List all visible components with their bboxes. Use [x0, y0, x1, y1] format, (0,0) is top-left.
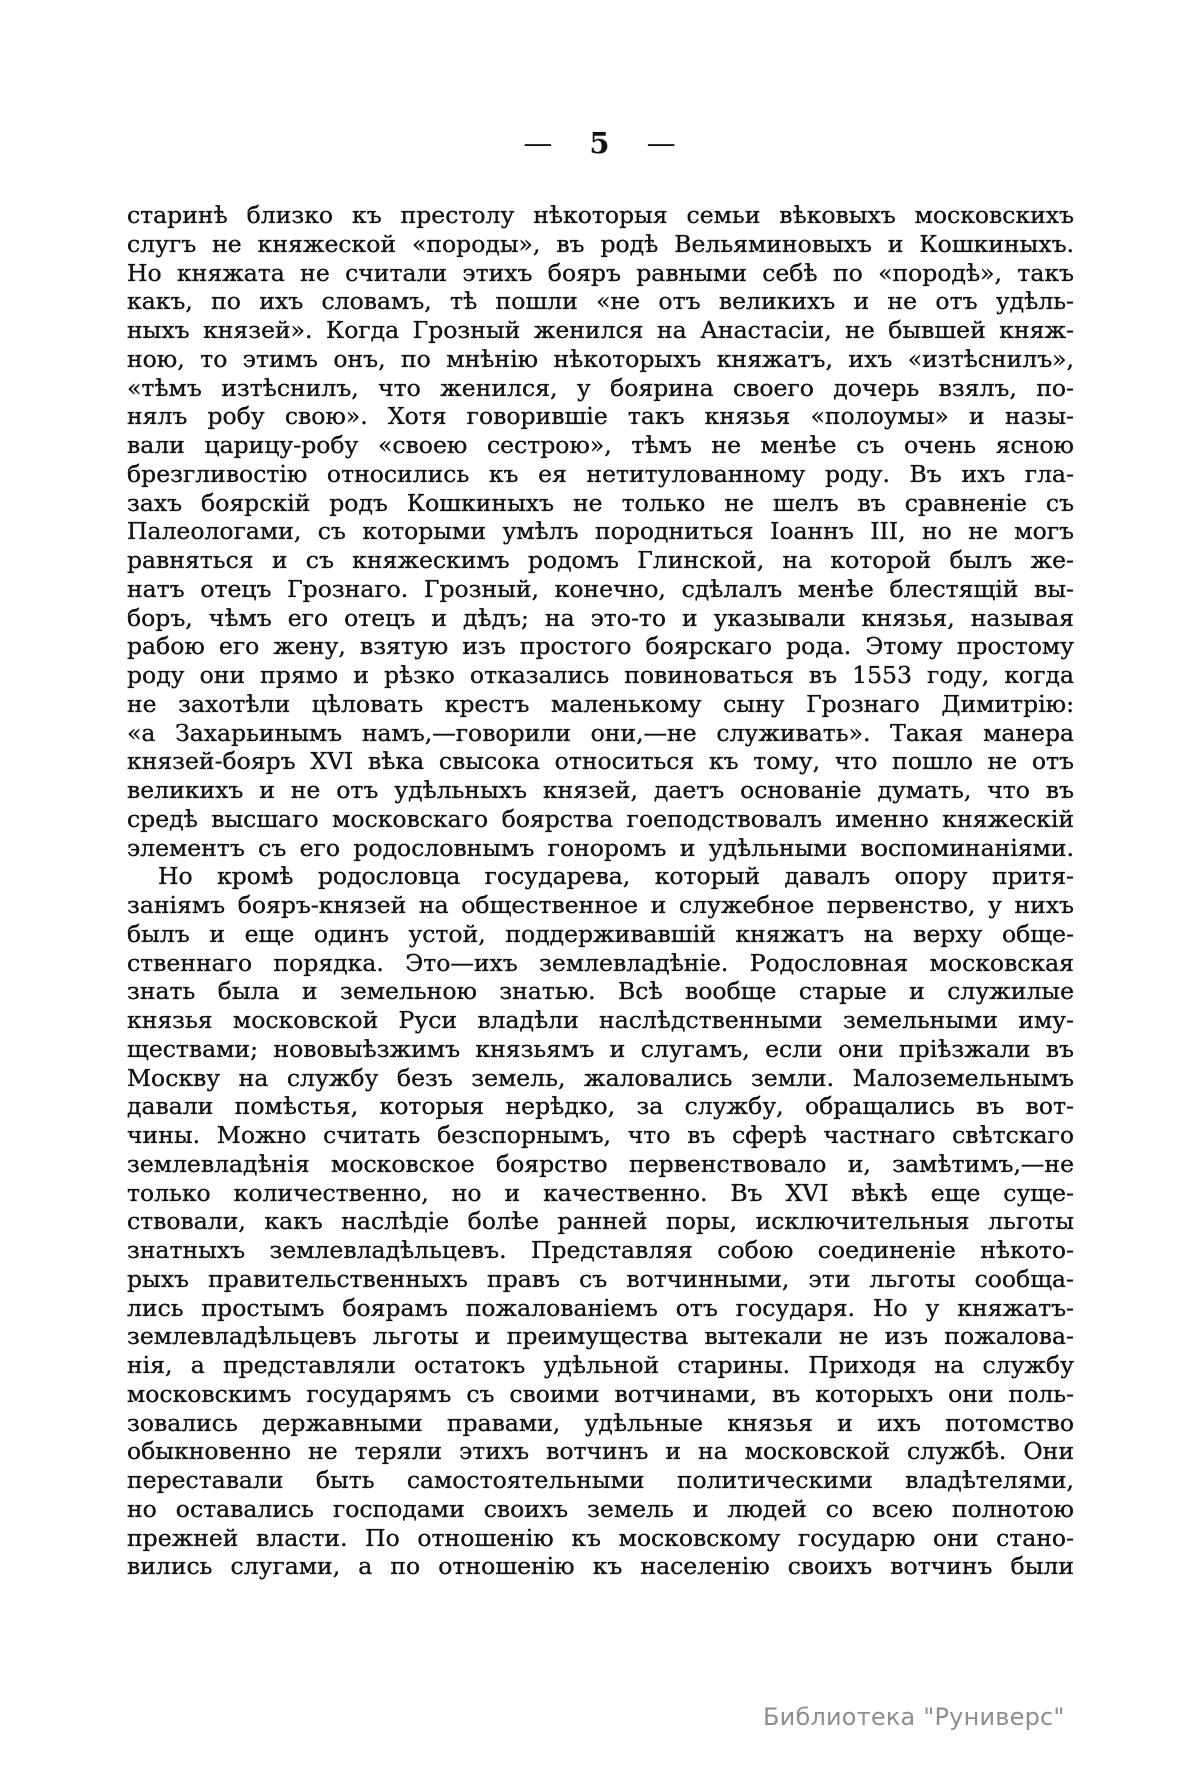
- text-line: роду они прямо и рѣзко отказались повиноваться въ 1553 году, когда: [127, 661, 1074, 689]
- text-line: но оставались господами своихъ земель и людей со всею полнотою: [127, 1494, 1074, 1523]
- text-line: средѣ высшаго московскаго боярства гоеподствовалъ именно княжескій: [127, 804, 1074, 833]
- text-line: Но кромѣ родословца государева, который давалъ опору притя-: [158, 862, 1074, 891]
- body-text: [127, 201, 1074, 1581]
- text-line: старинѣ близко къ престолу нѣкоторыя семьи вѣковыхъ московскихъ: [127, 201, 1074, 229]
- text-line: рыхъ правительственныхъ правъ съ вотчинными, эти льготы сообща-: [127, 1264, 1074, 1293]
- text-line: Москву на службу безъ земель, жаловались земли. Малоземельнымъ: [127, 1063, 1074, 1092]
- text-line: «а Захарьинымъ намъ,—говорили они,—не служивать». Такая манера: [127, 718, 1074, 747]
- text-line: былъ и еще одинъ устой, поддерживавшій княжатъ на верху обще-: [127, 919, 1074, 948]
- text-line: элементъ съ его родословнымъ гоноромъ и удѣльными воспоминаніями.: [127, 833, 1074, 862]
- text-line: знатныхъ землевладѣльцевъ. Представляя собою соединеніе нѣкото-: [127, 1236, 1074, 1264]
- text-line: захъ боярскій родъ Кошкиныхъ не только не шелъ въ сравненіе съ: [127, 488, 1074, 517]
- page-header: [0, 126, 1200, 160]
- text-line: князей-бояръ XVI вѣка свысока относиться къ тому, что пошло не отъ: [127, 747, 1074, 776]
- text-line: «тѣмъ изтѣснилъ, что женился, у боярина своего дочерь взялъ, по-: [127, 373, 1074, 402]
- text-line: Но княжата не считали этихъ бояръ равными себѣ по «породѣ», такъ: [127, 258, 1074, 287]
- text-line: боръ, чѣмъ его отецъ и дѣдъ; на это-то и указывали князья, называя: [127, 603, 1074, 632]
- text-line: нялъ робу свою». Хотя говорившіе такъ князья «полоумы» и назы-: [127, 402, 1074, 431]
- text-line: ственнаго порядка. Это—ихъ землевладѣніе. Родословная московская: [127, 948, 1074, 977]
- text-line: Палеологами, съ которыми умѣлъ породниться Іоаннъ III, но не могъ: [127, 517, 1074, 546]
- text-line: вали царицу-робу «своею сестрою», тѣмъ не менѣе съ очень ясною: [127, 431, 1074, 459]
- header-dash-right: —: [646, 126, 677, 160]
- library-watermark: Библиотека "Руниверс": [763, 1703, 1065, 1731]
- text-line: переставали быть самостоятельными политическими владѣтелями,: [127, 1466, 1074, 1494]
- text-line: равняться и съ княжескимъ родомъ Глинской, на которой былъ же-: [127, 546, 1074, 574]
- text-line: заніямъ бояръ-князей на общественное и служебное первенство, у нихъ: [127, 891, 1074, 919]
- text-line: вились слугами, а по отношенію къ населенію своихъ вотчинъ были: [127, 1552, 1074, 1581]
- text-line: московскимъ государямъ съ своими вотчинами, въ которыхъ они поль-: [127, 1379, 1074, 1408]
- text-line: только количественно, но и качественно. Въ XVI вѣкѣ еще суще-: [127, 1178, 1074, 1207]
- text-line: землевладѣнія московское боярство первенствовало и, замѣтимъ,—не: [127, 1149, 1074, 1178]
- header-dash-left: —: [523, 126, 554, 160]
- text-line: чины. Можно считать безспорнымъ, что въ сферѣ частнаго свѣтскаго: [127, 1121, 1074, 1149]
- text-line: лись простымъ боярамъ пожалованіемъ отъ государя. Но у княжатъ-: [127, 1293, 1074, 1322]
- text-line: брезгливостію относились къ ея нетитулованному роду. Въ ихъ гла-: [127, 459, 1074, 488]
- text-line: рабою его жену, взятую изъ простого боярскаго рода. Этому простому: [127, 632, 1074, 661]
- text-line: ныхъ князей». Когда Грозный женился на Анастасіи, не бывшей княж-: [127, 316, 1074, 344]
- text-line: не захотѣли цѣловать крестъ маленькому сыну Грознаго Димитрію:: [127, 689, 1074, 718]
- text-line: ствовали, какъ наслѣдіе болѣе ранней поры, исключительныя льготы: [127, 1207, 1074, 1236]
- paragraph-landownership: [127, 862, 1074, 1581]
- page-number: 5: [589, 126, 611, 160]
- text-line: прежней власти. По отношенію къ московскому государю они стано-: [127, 1523, 1074, 1552]
- text-line: натъ отецъ Грознаго. Грозный, конечно, сдѣлалъ менѣе блестящій вы-: [127, 574, 1074, 603]
- text-line: ною, то этимъ онъ, по мнѣнію нѣкоторыхъ княжатъ, ихъ «изтѣснилъ»,: [127, 344, 1074, 373]
- text-line: ществами; нововыѣзжимъ князьямъ и слугамъ, если они пріѣзжали въ: [127, 1034, 1074, 1063]
- text-line: нія, а представляли остатокъ удѣльной старины. Приходя на службу: [127, 1351, 1074, 1379]
- text-line: обыкновенно не теряли этихъ вотчинъ и на московской службѣ. Они: [127, 1437, 1074, 1466]
- paragraph-continuation: [127, 201, 1074, 862]
- text-line: слугъ не княжеской «породы», въ родѣ Вельяминовыхъ и Кошкиныхъ.: [127, 229, 1074, 258]
- text-line: великихъ и не отъ удѣльныхъ князей, даетъ основаніе думать, что въ: [127, 776, 1074, 804]
- text-line: знать была и земельною знатью. Всѣ вообще старые и служилые: [127, 977, 1074, 1006]
- text-line: землевладѣльцевъ льготы и преимущества вытекали не изъ пожалова-: [127, 1322, 1074, 1351]
- text-line: давали помѣстья, которыя нерѣдко, за службу, обращались въ вот-: [127, 1092, 1074, 1121]
- text-line: князья московской Руси владѣли наслѣдственными земельными иму-: [127, 1006, 1074, 1034]
- text-line: зовались державными правами, удѣльные князья и ихъ потомство: [127, 1408, 1074, 1437]
- text-line: какъ, по ихъ словамъ, тѣ пошли «не отъ великихъ и не отъ удѣль-: [127, 287, 1074, 316]
